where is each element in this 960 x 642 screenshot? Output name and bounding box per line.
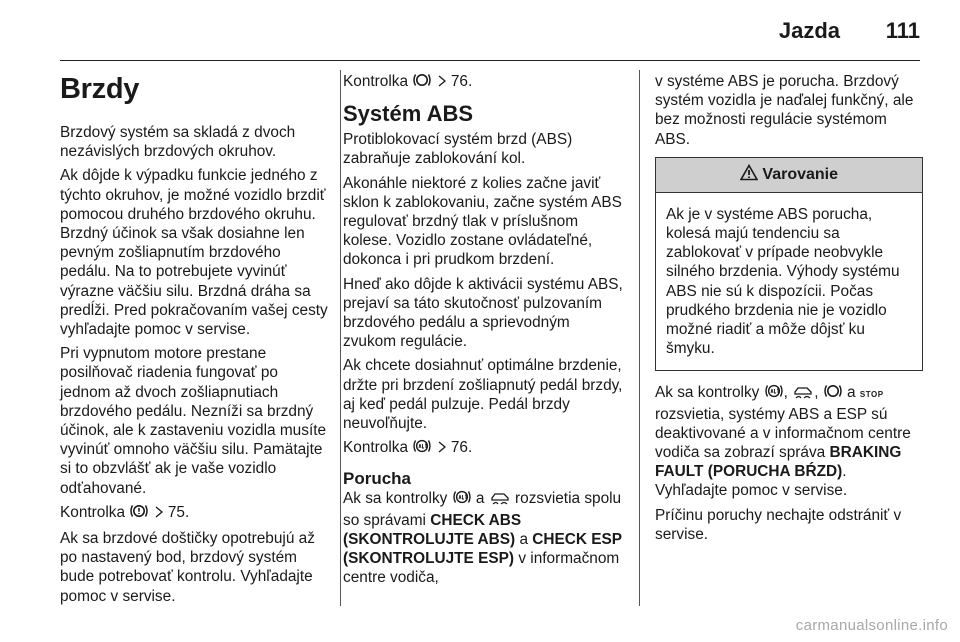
text: rozsvietia, systémy ABS a ESP sú deaktivované a v informačnom centre vodiča sa zobrazí správa: [655, 405, 911, 462]
warning-title: Varovanie: [762, 165, 839, 183]
warning-box: [655, 157, 923, 372]
text: v informačnom centre vodiča,: [343, 550, 620, 587]
reference-line: [343, 438, 627, 459]
paragraph: Príčinu poruchy nechajte odstrániť v servise.: [655, 506, 902, 543]
paragraph: Brzdový systém sa skladá z dvoch nezávislých brzdových okruhov.: [60, 124, 296, 161]
page-reference-arrow-icon[interactable]: [437, 74, 447, 93]
page-number: 111: [885, 18, 920, 43]
text: a: [475, 490, 485, 508]
warning-header: [656, 158, 922, 193]
reference-text: Kontrolka: [60, 503, 126, 521]
paragraph: Akonáhle niektoré z kolies začne javiť sklon k zablokovaniu, začne systém ABS regulovať brzdný tlak v príslušnom kolese. Vozidlo zostane ovládateľné, dokonca i pri prudkom brzdení.: [343, 174, 622, 269]
paragraph: Hneď ako dôjde k aktivácii systému ABS, prejaví sa táto skutočnosť pulzovaním brzdového pedálu a sprievodným zvukom regulácie.: [343, 275, 623, 351]
message-check-esp: CHECK ESP (SKONTROLUJTE ESP): [343, 530, 622, 568]
reference-line: [60, 503, 328, 524]
column-divider-2: [639, 70, 640, 606]
reference-line: [343, 72, 627, 93]
page-reference[interactable]: 75.: [167, 503, 190, 521]
text: .: [842, 463, 847, 481]
paragraph: Pri vypnutom motore prestane posilňovač riadenia fungovať po jednom až dvoch zošliapnutiach brzdového pedálu. Nezníži sa brzdný účinok, ale k zastaveniu vozidla musíte vyvinúť omnoho väčšiu silu. Pamätajte si to obzvlášť ak je vaše vozidlo odťahované.: [60, 345, 327, 497]
column-2: [343, 72, 627, 592]
abs-warning-icon: [764, 383, 784, 404]
header-rule: [60, 60, 920, 61]
message-braking-fault: BRAKING FAULT (PORUCHA BŔZD): [655, 444, 902, 481]
paragraph: Ak chcete dosiahnuť optimálne brzdenie, držte pri brzdení zošliapnutý pedál brzdy, aj keď pedál pulzuje. Pedál brzdy neuvoľňujte.: [343, 357, 623, 433]
text: a: [847, 384, 856, 402]
text: rozsvietia spolu so správami: [343, 490, 622, 529]
paragraph: Ak sa kontrolky , , a STOP rozsvietia, systémy ABS a ESP sú deaktivované a v informačnom centre vodiča sa zobrazí správa BRAKING FAULT (PORUCHA BŔZD). Vyhľadajte pomoc v servise.: [655, 384, 911, 500]
page-header: [0, 0, 960, 60]
section-title-abs: Systém ABS: [343, 101, 474, 127]
abs-warning-icon: [452, 489, 472, 510]
warning-text: Ak je v systéme ABS porucha, kolesá majú tendenciu sa zablokovať v prípade neobvykle silného brzdenia. Výhody systému ABS nie sú k dispozícii. Počas prudkého brzdenia nie je vozidlo možné riadiť a môže dôjsť ku šmyku.: [666, 205, 900, 358]
column-3: [655, 72, 923, 549]
message-check-abs: CHECK ABS (SKONTROLUJTE ABS): [343, 511, 522, 548]
paragraph: Ak sa brzdové doštičky opotrebujú až po nastavený bod, brzdový systém bude potrebovať kontrolu. Vyhľadajte pomoc v servise.: [60, 530, 315, 605]
brake-warning-icon: [129, 503, 149, 524]
stop-icon: STOP: [859, 390, 884, 400]
page-reference[interactable]: 76.: [450, 73, 473, 90]
reference-text: Kontrolka: [343, 73, 409, 90]
chapter-title: Jazda: [778, 18, 840, 43]
text: Ak sa kontrolky: [343, 490, 448, 508]
page-reference-arrow-icon[interactable]: [154, 505, 164, 524]
paragraph: Protiblokovací systém brzd (ABS) zabraňuje zablokování kol.: [343, 131, 573, 168]
brake-system-icon: [823, 383, 843, 404]
page-reference[interactable]: 76.: [450, 439, 473, 457]
esp-skid-icon: [792, 383, 814, 404]
abs-warning-icon: [412, 438, 432, 459]
page-reference-arrow-icon[interactable]: [437, 440, 447, 459]
reference-text: Kontrolka: [343, 439, 409, 457]
text: Vyhľadajte pomoc v servise.: [655, 482, 848, 500]
paragraph: [343, 489, 627, 587]
text: a: [519, 530, 528, 548]
watermark: carmanualsonline.info: [795, 617, 948, 634]
warning-triangle-icon: [740, 160, 758, 194]
paragraph: v systéme ABS je porucha. Brzdový systém vozidla je naďalej funkčný, ale bez možnosti regulácie systémom ABS.: [655, 73, 914, 148]
column-divider-1: [340, 70, 341, 606]
paragraph: Ak dôjde k výpadku funkcie jedného z týchto okruhov, je možné vozidlo brzdiť pomocou druhého brzdového okruhu. Brzdný účinok sa však dosiahne len pevným zošliapnutím brzdového pedálu. Na to potrebujete vyvinúť výrazne väčšiu silu. Brzdná dráha sa predĺži. Pred pokračovaním vašej cesty vyhľadajte pomoc v servise.: [60, 167, 328, 339]
text: Ak sa kontrolky: [655, 384, 760, 402]
brake-system-icon: [412, 72, 432, 93]
section-title-brakes: Brzdy: [60, 73, 140, 105]
subsection-title-fault: Porucha: [343, 469, 412, 489]
esp-skid-icon: [489, 489, 511, 510]
column-1: [60, 72, 328, 611]
